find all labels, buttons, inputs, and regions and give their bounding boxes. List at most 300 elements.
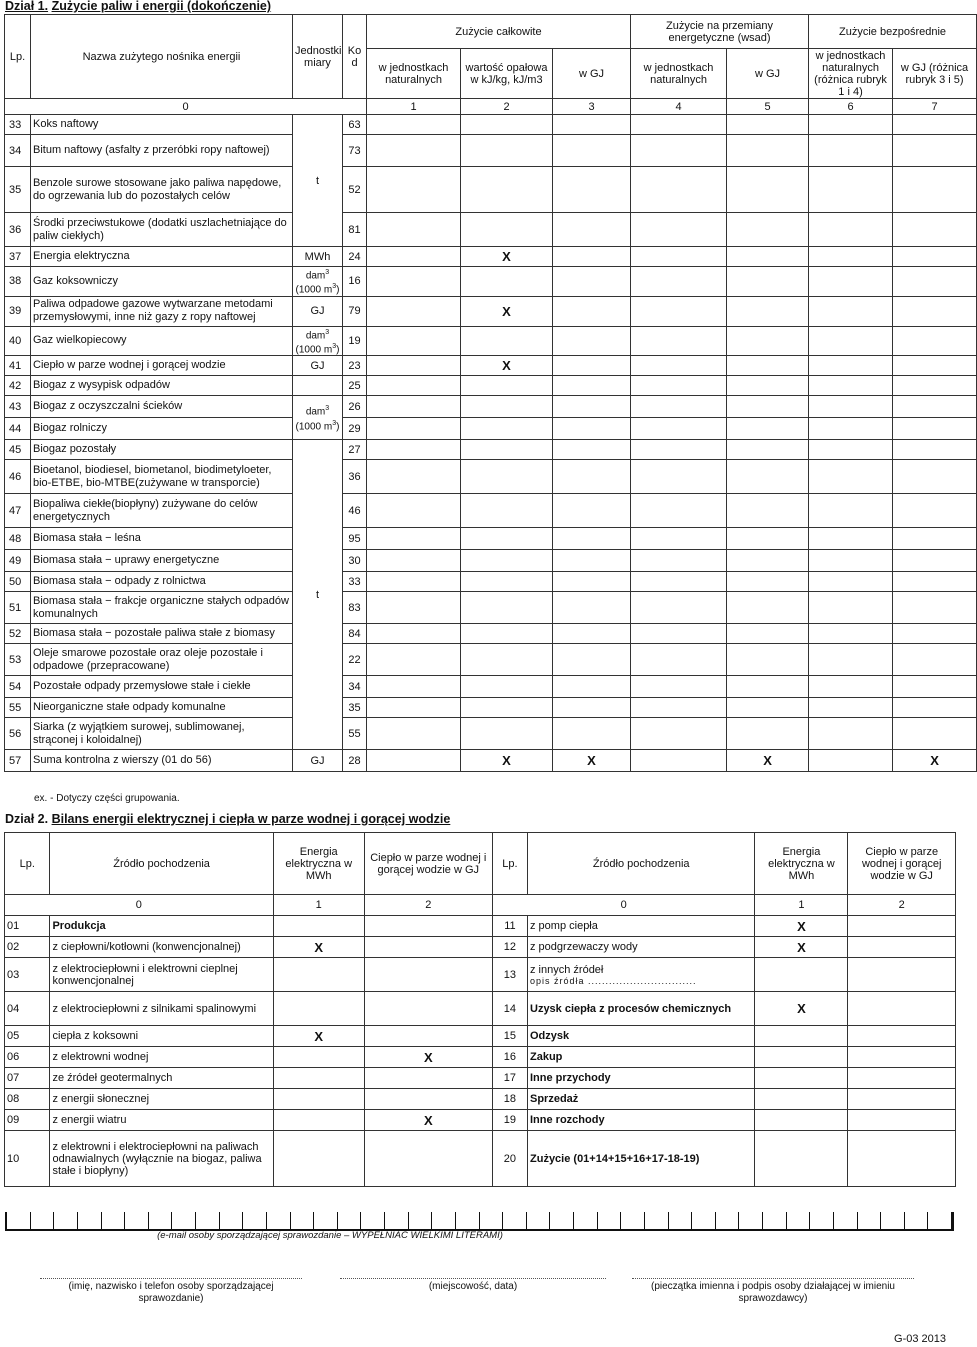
- email-char-box[interactable]: [480, 1212, 504, 1229]
- input-cell[interactable]: [755, 1089, 848, 1110]
- input-cell[interactable]: [367, 247, 461, 267]
- input-cell[interactable]: [631, 698, 727, 718]
- input-cell[interactable]: [755, 1110, 848, 1131]
- input-cell[interactable]: [367, 698, 461, 718]
- s2-header-lp-left: Lp.: [5, 833, 50, 895]
- input-cell[interactable]: [273, 992, 364, 1026]
- input-cell[interactable]: [893, 135, 977, 167]
- input-cell[interactable]: [631, 528, 727, 550]
- input-cell[interactable]: [461, 376, 553, 396]
- input-cell[interactable]: [809, 213, 893, 247]
- source-description-field[interactable]: opis źródła ...............................: [530, 975, 697, 986]
- input-cell[interactable]: [893, 376, 977, 396]
- input-cell[interactable]: [848, 1110, 956, 1131]
- input-cell[interactable]: [631, 267, 727, 297]
- input-cell[interactable]: [727, 135, 809, 167]
- input-cell[interactable]: [727, 396, 809, 418]
- input-cell[interactable]: [631, 644, 727, 676]
- input-cell[interactable]: [553, 572, 631, 592]
- table-row: [5, 937, 956, 958]
- row-kod: 52: [343, 167, 367, 213]
- input-cell[interactable]: [809, 698, 893, 718]
- row-lp: 13: [492, 958, 527, 992]
- input-cell[interactable]: [848, 1026, 956, 1047]
- input-cell[interactable]: [809, 460, 893, 494]
- input-cell[interactable]: [461, 135, 553, 167]
- input-cell[interactable]: [367, 550, 461, 572]
- row-lp: 40: [5, 326, 31, 356]
- email-char-box[interactable]: [338, 1212, 362, 1229]
- input-cell[interactable]: [893, 698, 977, 718]
- input-cell[interactable]: [553, 676, 631, 698]
- table-row: [5, 676, 977, 698]
- input-cell[interactable]: [809, 396, 893, 418]
- input-cell[interactable]: [461, 572, 553, 592]
- input-cell[interactable]: [631, 572, 727, 592]
- input-cell[interactable]: [461, 528, 553, 550]
- input-cell[interactable]: [553, 440, 631, 460]
- row-lp: 09: [5, 1110, 50, 1131]
- input-cell[interactable]: [461, 396, 553, 418]
- input-cell[interactable]: [631, 676, 727, 698]
- email-char-box[interactable]: [574, 1212, 598, 1229]
- email-char-box[interactable]: [291, 1212, 315, 1229]
- s2-colnum-left-1: 1: [273, 895, 364, 916]
- input-cell[interactable]: [727, 356, 809, 376]
- email-char-box[interactable]: [385, 1212, 409, 1229]
- row-lp: 04: [5, 992, 50, 1026]
- email-char-box[interactable]: [881, 1212, 905, 1229]
- row-lp: 07: [5, 1068, 50, 1089]
- input-cell[interactable]: [809, 572, 893, 592]
- input-cell[interactable]: [893, 624, 977, 644]
- input-cell[interactable]: [809, 326, 893, 356]
- row-lp: 16: [492, 1047, 527, 1068]
- input-cell[interactable]: [727, 418, 809, 440]
- email-char-box[interactable]: [810, 1212, 834, 1229]
- input-cell[interactable]: [553, 356, 631, 376]
- input-cell[interactable]: [809, 528, 893, 550]
- input-cell[interactable]: [367, 572, 461, 592]
- email-char-box[interactable]: [196, 1212, 220, 1229]
- input-cell[interactable]: [461, 644, 553, 676]
- input-cell[interactable]: [727, 528, 809, 550]
- input-cell[interactable]: [809, 494, 893, 528]
- email-char-box[interactable]: [503, 1212, 527, 1229]
- input-cell[interactable]: [553, 718, 631, 750]
- input-cell[interactable]: [809, 356, 893, 376]
- input-cell[interactable]: [848, 992, 956, 1026]
- input-cell[interactable]: [461, 440, 553, 460]
- email-char-box[interactable]: [125, 1212, 149, 1229]
- email-char-box[interactable]: [172, 1212, 196, 1229]
- input-cell[interactable]: [631, 460, 727, 494]
- input-cell[interactable]: [461, 624, 553, 644]
- input-cell[interactable]: [727, 376, 809, 396]
- input-cell[interactable]: [273, 1131, 364, 1187]
- row-kod: 30: [343, 550, 367, 572]
- input-cell[interactable]: [273, 1047, 364, 1068]
- row-name: Biogaz z wysypisk odpadów: [31, 376, 293, 396]
- input-cell[interactable]: [848, 958, 956, 992]
- input-cell[interactable]: [553, 494, 631, 528]
- input-cell[interactable]: [727, 494, 809, 528]
- email-char-box[interactable]: [31, 1212, 55, 1229]
- input-cell[interactable]: [367, 676, 461, 698]
- input-cell[interactable]: [893, 296, 977, 326]
- input-cell[interactable]: [553, 167, 631, 213]
- input-cell[interactable]: [755, 1047, 848, 1068]
- header-unit: Jednostki miary: [293, 15, 343, 99]
- input-cell[interactable]: [893, 676, 977, 698]
- row-lp: 41: [5, 356, 31, 376]
- input-cell[interactable]: [553, 115, 631, 135]
- input-cell[interactable]: [553, 326, 631, 356]
- row-source: ze źródeł geotermalnych: [50, 1068, 273, 1089]
- input-cell[interactable]: [727, 115, 809, 135]
- input-cell[interactable]: [367, 296, 461, 326]
- input-cell[interactable]: [364, 1068, 492, 1089]
- input-cell[interactable]: [367, 624, 461, 644]
- header-direct-natural: w jednostkach naturalnych (różnica rubryk 1 i 4): [809, 49, 893, 99]
- s2-colnum-right-2: 2: [848, 895, 956, 916]
- row-name: Środki przeciwstukowe (dodatki uszlachetniające do paliw ciekłych): [31, 213, 293, 247]
- input-cell[interactable]: [809, 624, 893, 644]
- input-cell[interactable]: [461, 213, 553, 247]
- input-cell[interactable]: [553, 550, 631, 572]
- input-cell[interactable]: [461, 115, 553, 135]
- input-cell[interactable]: [461, 550, 553, 572]
- input-cell[interactable]: [367, 528, 461, 550]
- input-cell[interactable]: [893, 460, 977, 494]
- input-cell[interactable]: [848, 937, 956, 958]
- input-cell[interactable]: [727, 460, 809, 494]
- input-cell[interactable]: [364, 1089, 492, 1110]
- s2-header-energy-left: Energia elektryczna w MWh: [273, 833, 364, 895]
- email-char-box[interactable]: [716, 1212, 740, 1229]
- input-cell[interactable]: [631, 376, 727, 396]
- col-number-0: 0: [5, 99, 367, 115]
- input-cell[interactable]: [727, 676, 809, 698]
- input-cell[interactable]: [727, 572, 809, 592]
- footnote: ex. - Dotyczy części grupowania.: [34, 793, 180, 804]
- table-row: [5, 460, 977, 494]
- input-cell[interactable]: [631, 624, 727, 644]
- input-cell[interactable]: [727, 296, 809, 326]
- row-lp: 33: [5, 115, 31, 135]
- input-cell[interactable]: [631, 592, 727, 624]
- input-cell[interactable]: [553, 698, 631, 718]
- x-mark: X: [364, 1110, 492, 1131]
- input-cell[interactable]: [848, 916, 956, 937]
- input-cell[interactable]: [809, 115, 893, 135]
- section1-table: [4, 14, 977, 772]
- table-row: [5, 528, 977, 550]
- input-cell[interactable]: [367, 592, 461, 624]
- input-cell[interactable]: [364, 1131, 492, 1187]
- email-char-box[interactable]: [621, 1212, 645, 1229]
- input-cell[interactable]: [809, 418, 893, 440]
- row-lp: 54: [5, 676, 31, 698]
- input-cell[interactable]: [809, 550, 893, 572]
- input-cell[interactable]: [364, 1026, 492, 1047]
- input-cell[interactable]: [809, 750, 893, 772]
- input-cell[interactable]: [273, 958, 364, 992]
- input-cell[interactable]: [367, 718, 461, 750]
- email-char-box[interactable]: [858, 1212, 882, 1229]
- input-cell[interactable]: [631, 326, 727, 356]
- header-direct: Zużycie bezpośrednie: [809, 15, 977, 49]
- table-row: [5, 592, 977, 624]
- input-cell[interactable]: [727, 550, 809, 572]
- input-cell[interactable]: [461, 718, 553, 750]
- input-cell[interactable]: [553, 644, 631, 676]
- input-cell[interactable]: [367, 440, 461, 460]
- input-cell[interactable]: [461, 676, 553, 698]
- input-cell[interactable]: [364, 958, 492, 992]
- input-cell[interactable]: [893, 592, 977, 624]
- input-cell[interactable]: [893, 267, 977, 297]
- row-source: Zużycie (01+14+15+16+17-18-19): [528, 1131, 755, 1187]
- email-char-box[interactable]: [243, 1212, 267, 1229]
- email-char-box[interactable]: [456, 1212, 480, 1229]
- input-cell[interactable]: [367, 326, 461, 356]
- input-cell[interactable]: [364, 992, 492, 1026]
- row-lp: 36: [5, 213, 31, 247]
- email-char-box[interactable]: [409, 1212, 433, 1229]
- input-cell[interactable]: [727, 698, 809, 718]
- input-cell[interactable]: [809, 644, 893, 676]
- input-cell[interactable]: [631, 718, 727, 750]
- input-cell[interactable]: [727, 644, 809, 676]
- input-cell[interactable]: [893, 572, 977, 592]
- email-char-box[interactable]: [220, 1212, 244, 1229]
- input-cell[interactable]: [461, 698, 553, 718]
- input-cell[interactable]: [809, 247, 893, 267]
- input-cell[interactable]: [461, 494, 553, 528]
- email-char-box[interactable]: [7, 1212, 31, 1229]
- input-cell[interactable]: [809, 167, 893, 213]
- input-cell[interactable]: [553, 296, 631, 326]
- email-char-box[interactable]: [78, 1212, 102, 1229]
- input-cell[interactable]: [727, 267, 809, 297]
- input-cell[interactable]: [809, 135, 893, 167]
- input-cell[interactable]: [273, 916, 364, 937]
- table-row: [5, 115, 977, 135]
- input-cell[interactable]: [809, 296, 893, 326]
- input-cell[interactable]: [848, 1131, 956, 1187]
- input-cell[interactable]: [893, 718, 977, 750]
- input-cell[interactable]: [727, 718, 809, 750]
- row-name: Koks naftowy: [31, 115, 293, 135]
- input-cell[interactable]: [893, 326, 977, 356]
- row-lp: 51: [5, 592, 31, 624]
- input-cell[interactable]: [893, 644, 977, 676]
- input-cell[interactable]: [809, 440, 893, 460]
- input-cell[interactable]: [631, 296, 727, 326]
- input-cell[interactable]: [893, 247, 977, 267]
- input-cell[interactable]: [809, 718, 893, 750]
- input-cell[interactable]: [367, 460, 461, 494]
- input-cell[interactable]: [631, 440, 727, 460]
- row-unit: MWh: [293, 247, 343, 267]
- input-cell[interactable]: [809, 267, 893, 297]
- row-lp: 38: [5, 267, 31, 297]
- input-cell[interactable]: [727, 624, 809, 644]
- email-char-box[interactable]: [527, 1212, 551, 1229]
- input-cell[interactable]: [631, 167, 727, 213]
- input-cell[interactable]: [273, 1089, 364, 1110]
- header-name: Nazwa zużytego nośnika energii: [31, 15, 293, 99]
- input-cell[interactable]: [727, 213, 809, 247]
- input-cell[interactable]: [848, 1068, 956, 1089]
- input-cell[interactable]: [461, 418, 553, 440]
- email-char-box[interactable]: [787, 1212, 811, 1229]
- input-cell[interactable]: [553, 460, 631, 494]
- email-char-box[interactable]: [834, 1212, 858, 1229]
- input-cell[interactable]: [367, 115, 461, 135]
- input-cell[interactable]: [553, 247, 631, 267]
- input-cell[interactable]: [553, 213, 631, 247]
- section2-title: Dział 2. Bilans energii elektrycznej i ciepła w parze wodnej i gorącej wodzie: [5, 812, 451, 826]
- input-cell[interactable]: [631, 396, 727, 418]
- input-cell[interactable]: [727, 592, 809, 624]
- input-cell[interactable]: [631, 247, 727, 267]
- row-kod: 16: [343, 267, 367, 297]
- input-cell[interactable]: [553, 528, 631, 550]
- table-row: [5, 135, 977, 167]
- input-cell[interactable]: [631, 213, 727, 247]
- input-cell[interactable]: [553, 624, 631, 644]
- input-cell[interactable]: [364, 937, 492, 958]
- input-cell[interactable]: [755, 1026, 848, 1047]
- header-kod: Kod: [343, 15, 367, 99]
- email-char-box[interactable]: [645, 1212, 669, 1229]
- email-char-box[interactable]: [432, 1212, 456, 1229]
- email-char-box[interactable]: [905, 1212, 929, 1229]
- input-cell[interactable]: [461, 267, 553, 297]
- input-cell[interactable]: [631, 418, 727, 440]
- input-cell[interactable]: [631, 494, 727, 528]
- table-row: [5, 296, 977, 326]
- input-cell[interactable]: [893, 418, 977, 440]
- input-cell[interactable]: [367, 396, 461, 418]
- email-char-box[interactable]: [102, 1212, 126, 1229]
- s2-colnum-right-0: 0: [492, 895, 755, 916]
- email-char-box[interactable]: [692, 1212, 716, 1229]
- input-cell[interactable]: [893, 550, 977, 572]
- table-row: [5, 958, 956, 992]
- input-cell[interactable]: [631, 135, 727, 167]
- input-cell[interactable]: [553, 418, 631, 440]
- input-cell[interactable]: [893, 356, 977, 376]
- email-char-box[interactable]: [669, 1212, 693, 1229]
- input-cell[interactable]: [553, 592, 631, 624]
- input-cell[interactable]: [727, 247, 809, 267]
- input-cell[interactable]: [631, 750, 727, 772]
- input-cell[interactable]: [893, 494, 977, 528]
- input-cell[interactable]: [809, 592, 893, 624]
- email-char-box[interactable]: [149, 1212, 173, 1229]
- email-char-box[interactable]: [54, 1212, 78, 1229]
- input-cell[interactable]: [893, 396, 977, 418]
- email-char-box[interactable]: [361, 1212, 385, 1229]
- email-char-box[interactable]: [598, 1212, 622, 1229]
- row-lp: 11: [492, 916, 527, 937]
- input-cell[interactable]: [553, 135, 631, 167]
- input-cell[interactable]: [893, 213, 977, 247]
- input-cell[interactable]: [727, 167, 809, 213]
- input-cell[interactable]: [461, 326, 553, 356]
- input-cell[interactable]: [367, 750, 461, 772]
- input-cell[interactable]: [367, 167, 461, 213]
- input-cell[interactable]: [755, 1131, 848, 1187]
- input-cell[interactable]: [893, 440, 977, 460]
- input-cell[interactable]: [367, 418, 461, 440]
- input-cell[interactable]: [848, 1089, 956, 1110]
- input-cell[interactable]: [893, 528, 977, 550]
- email-char-box[interactable]: [739, 1212, 763, 1229]
- input-cell[interactable]: [367, 267, 461, 297]
- input-cell[interactable]: [727, 440, 809, 460]
- email-input-boxes[interactable]: [5, 1212, 954, 1231]
- table-row: [5, 418, 977, 440]
- input-cell[interactable]: [755, 958, 848, 992]
- input-cell[interactable]: [461, 592, 553, 624]
- input-cell[interactable]: [755, 1068, 848, 1089]
- input-cell[interactable]: [367, 356, 461, 376]
- input-cell[interactable]: [367, 494, 461, 528]
- input-cell[interactable]: [809, 376, 893, 396]
- row-kod: 34: [343, 676, 367, 698]
- input-cell[interactable]: [461, 460, 553, 494]
- input-cell[interactable]: [809, 676, 893, 698]
- input-cell[interactable]: [367, 376, 461, 396]
- email-char-box[interactable]: [763, 1212, 787, 1229]
- row-name: Biogaz z oczyszczalni ścieków: [31, 396, 293, 418]
- email-char-box[interactable]: [267, 1212, 291, 1229]
- input-cell[interactable]: [273, 1068, 364, 1089]
- input-cell[interactable]: [364, 916, 492, 937]
- input-cell[interactable]: [367, 213, 461, 247]
- row-kod: 63: [343, 115, 367, 135]
- x-mark: X: [755, 916, 848, 937]
- row-lp: 50: [5, 572, 31, 592]
- email-char-box[interactable]: [928, 1212, 952, 1229]
- row-kod: 24: [343, 247, 367, 267]
- input-cell[interactable]: [893, 167, 977, 213]
- input-cell[interactable]: [553, 267, 631, 297]
- row-lp: 53: [5, 644, 31, 676]
- input-cell[interactable]: [553, 396, 631, 418]
- input-cell[interactable]: [553, 376, 631, 396]
- row-kod: 28: [343, 750, 367, 772]
- row-lp: 14: [492, 992, 527, 1026]
- input-cell[interactable]: [848, 1047, 956, 1068]
- input-cell[interactable]: [367, 644, 461, 676]
- row-lp: 35: [5, 167, 31, 213]
- input-cell[interactable]: [273, 1110, 364, 1131]
- email-char-box[interactable]: [314, 1212, 338, 1229]
- email-char-box[interactable]: [550, 1212, 574, 1229]
- input-cell[interactable]: [631, 550, 727, 572]
- input-cell[interactable]: [461, 167, 553, 213]
- input-cell[interactable]: [367, 135, 461, 167]
- input-cell[interactable]: [727, 326, 809, 356]
- input-cell[interactable]: [631, 356, 727, 376]
- input-cell[interactable]: [631, 115, 727, 135]
- input-cell[interactable]: [893, 115, 977, 135]
